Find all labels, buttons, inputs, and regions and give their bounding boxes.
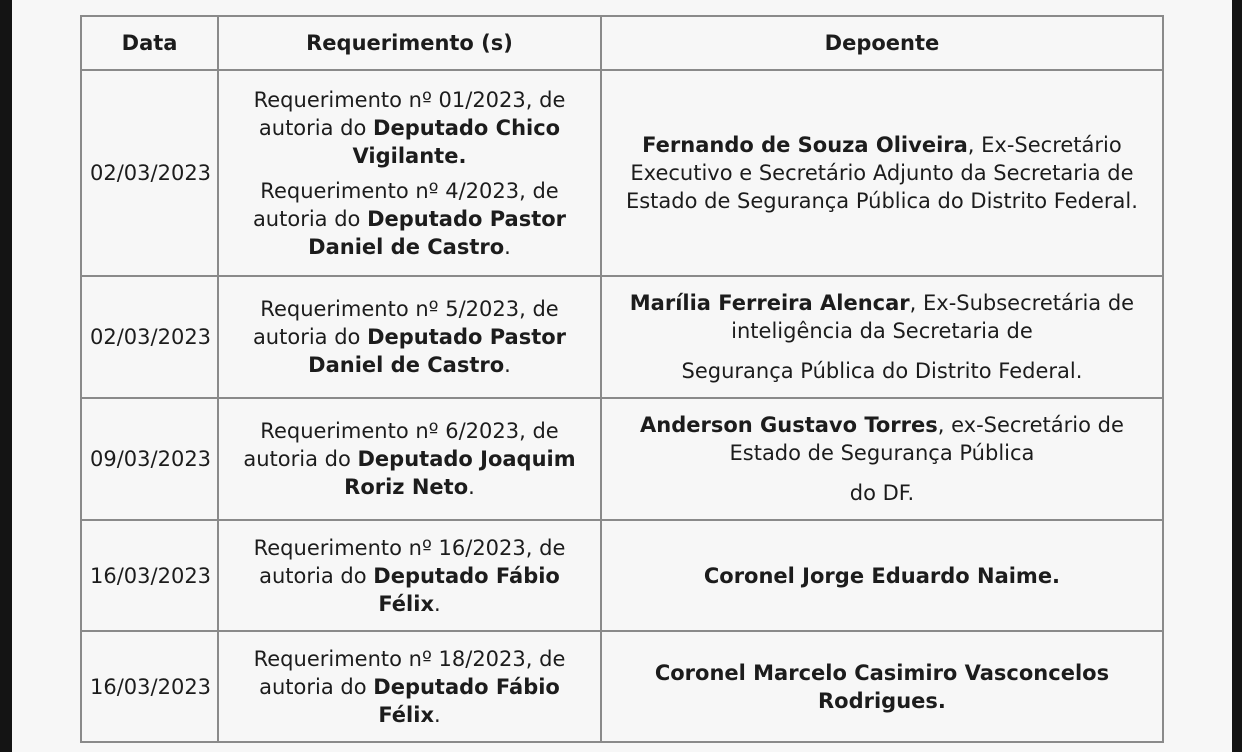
requests-cell — [218, 70, 601, 276]
left-dark-edge — [0, 0, 12, 752]
hearings-table — [80, 15, 1164, 743]
requests-cell — [218, 631, 601, 742]
header-date: Data — [81, 16, 218, 70]
date-cell: 02/03/2023 — [81, 70, 218, 276]
deponent-role-line2: do DF. — [849, 481, 915, 505]
table-row — [81, 631, 1163, 742]
deponent-role: , Ex-Secretário Executivo e Secretário Adjunto da Secretaria de Estado de Segurança Pública do Distrito Federal. — [625, 133, 1138, 213]
deponent-role-line2: Segurança Pública do Distrito Federal. — [681, 359, 1083, 383]
request-item: Requerimento nº 18/2023, de autoria do Deputado Fábio Félix. — [253, 646, 566, 727]
header-deponent: Depoente — [601, 16, 1163, 70]
deponent-role: , ex-Secretário de Estado de Segurança Pública — [729, 413, 1124, 465]
deponent-cell — [601, 520, 1163, 631]
right-dark-edge — [1232, 0, 1242, 752]
deponent-name: Fernando de Souza Oliveira — [642, 133, 968, 157]
requests-cell — [218, 398, 601, 520]
header-requests: Requerimento (s) — [218, 16, 601, 70]
table-row — [81, 520, 1163, 631]
date-cell: 09/03/2023 — [81, 398, 218, 520]
request-item: Requerimento nº 4/2023, de autoria do Deputado Pastor Daniel de Castro. — [252, 178, 567, 259]
request-item: Requerimento nº 01/2023, de autoria do Deputado Chico Vigilante. — [253, 87, 566, 168]
table-row — [81, 398, 1163, 520]
date-cell: 02/03/2023 — [81, 276, 218, 398]
document-page — [12, 0, 1232, 752]
request-item: Requerimento nº 6/2023, de autoria do Deputado Joaquim Roriz Neto. — [243, 419, 576, 499]
deponent-name: Coronel Jorge Eduardo Naime. — [703, 563, 1061, 588]
request-item: Requerimento nº 16/2023, de autoria do Deputado Fábio Félix. — [253, 535, 566, 616]
deponent-cell — [601, 276, 1163, 398]
deponent-name: Anderson Gustavo Torres — [640, 413, 938, 437]
table-header-row — [81, 16, 1163, 70]
deponent-role: , Ex-Subsecretária de inteligência da Secretaria de — [731, 291, 1135, 343]
deponent-cell — [601, 631, 1163, 742]
requests-cell — [218, 520, 601, 631]
deponent-name: Coronel Marcelo Casimiro Vasconcelos Rodrigues. — [654, 660, 1110, 713]
table-row — [81, 276, 1163, 398]
requests-cell — [218, 276, 601, 398]
date-cell: 16/03/2023 — [81, 631, 218, 742]
deponent-cell — [601, 398, 1163, 520]
table-row — [81, 70, 1163, 276]
deponent-name: Marília Ferreira Alencar — [629, 291, 910, 315]
deponent-cell — [601, 70, 1163, 276]
request-item: Requerimento nº 5/2023, de autoria do Deputado Pastor Daniel de Castro. — [252, 297, 567, 377]
date-cell: 16/03/2023 — [81, 520, 218, 631]
